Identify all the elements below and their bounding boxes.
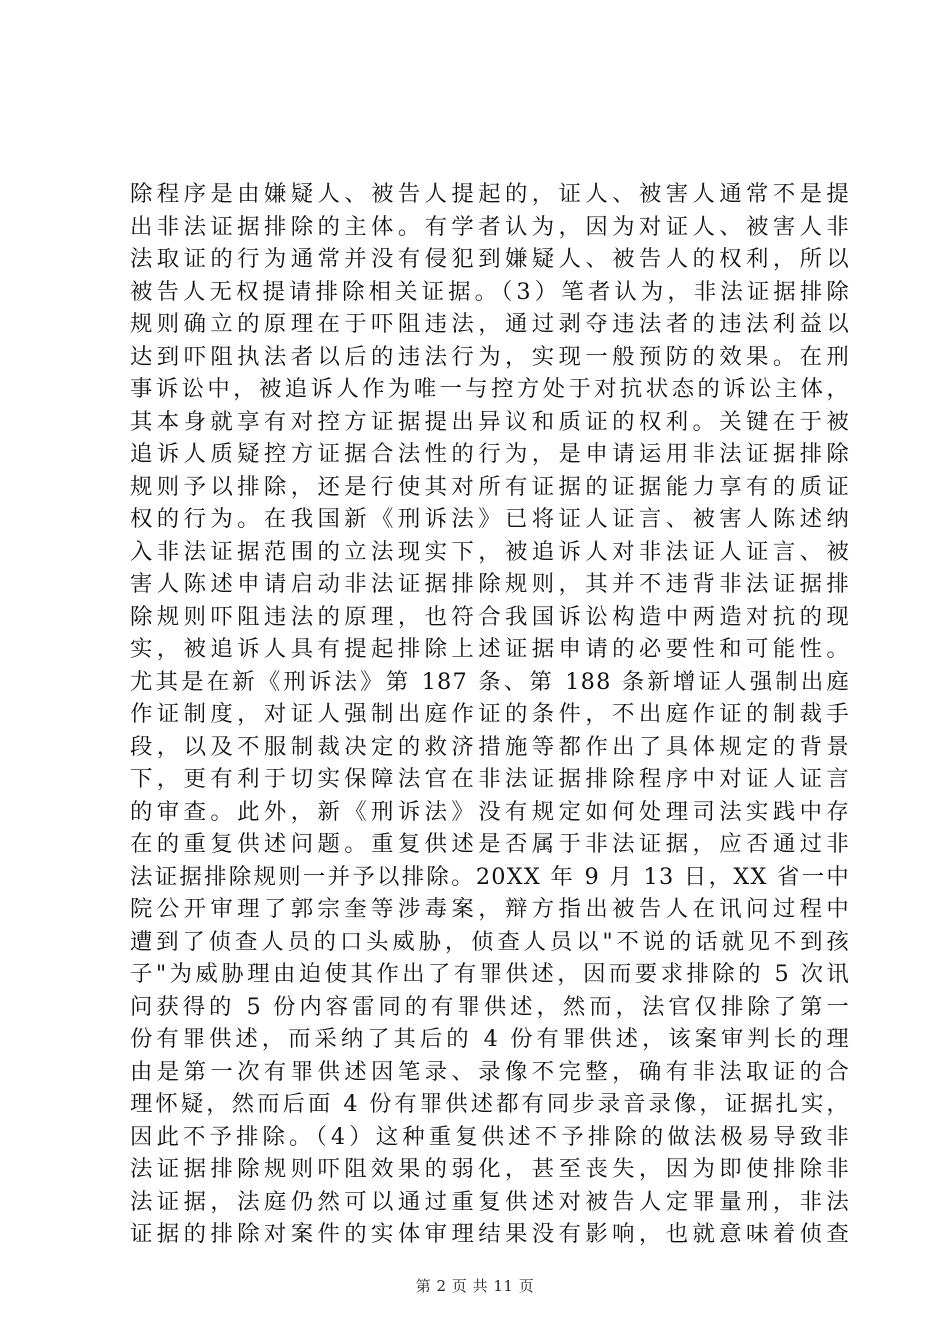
text-line: 问获得的 5 份内容雷同的有罪供述，然而，法官仅排除了第一 xyxy=(130,993,850,1020)
text-line: 规则予以排除，还是行使其对所有证据的证据能力享有的质证 xyxy=(130,473,850,500)
text-line: 追诉人质疑控方证据合法性的行为，是申请运用非法证据排除 xyxy=(130,441,850,467)
text-line: 段，以及不服制裁决定的救济措施等都作出了具体规定的背景 xyxy=(130,733,850,760)
text-line: 被告人无权提请排除相关证据。（3）笔者认为，非法证据排除 xyxy=(130,278,850,305)
text-line: 权的行为。在我国新《刑诉法》已将证人证言、被害人陈述纳 xyxy=(130,506,850,532)
text-line: 法取证的行为通常并没有侵犯到嫌疑人、被告人的权利，所以 xyxy=(130,246,850,272)
text-line: 其本身就享有对控方证据提出异议和质证的权利。关键在于被 xyxy=(130,408,850,435)
text-line: 法证据排除规则一并予以排除。20XX 年 9 月 13 日，XX 省一中 xyxy=(130,863,850,890)
text-line: 出非法证据排除的主体。有学者认为，因为对证人、被害人非 xyxy=(130,213,850,240)
text-line: 法证据排除规则吓阻效果的弱化，甚至丧失，因为即使排除非 xyxy=(130,1156,850,1182)
text-line: 遭到了侦查人员的口头威胁，侦查人员以"不说的话就见不到孩 xyxy=(130,928,850,955)
text-line: 除程序是由嫌疑人、被告人提起的，证人、被害人通常不是提 xyxy=(130,181,850,207)
page-number-footer: 第 2 页 共 11 页 xyxy=(415,1277,535,1295)
text-line: 规则确立的原理在于吓阻违法，通过剥夺违法者的违法利益以 xyxy=(130,311,850,337)
body-text xyxy=(130,178,850,1251)
text-line: 尤其是在新《刑诉法》第 187 条、第 188 条新增证人强制出庭 xyxy=(130,668,850,695)
text-line: 子"为威胁理由迫使其作出了有罪供述，因而要求排除的 5 次讯 xyxy=(130,961,850,987)
text-line: 的审查。此外，新《刑诉法》没有规定如何处理司法实践中存 xyxy=(130,798,850,825)
text-line: 份有罪供述，而采纳了其后的 4 份有罪供述，该案审判长的理 xyxy=(130,1026,850,1052)
text-line: 证据的排除对案件的实体审理结果没有影响，也就意味着侦查 xyxy=(130,1221,850,1247)
text-line: 入非法证据范围的立法现实下，被追诉人对非法证人证言、被 xyxy=(130,538,850,565)
text-line: 事诉讼中，被追诉人作为唯一与控方处于对抗状态的诉讼主体， xyxy=(130,376,850,402)
text-line: 实，被追诉人具有提起排除上述证据申请的必要性和可能性。 xyxy=(130,636,850,662)
text-line: 理怀疑，然而后面 4 份有罪供述都有同步录音录像，证据扎实， xyxy=(130,1091,850,1117)
text-line: 作证制度，对证人强制出庭作证的条件，不出庭作证的制裁手 xyxy=(130,701,850,727)
text-line: 下，更有利于切实保障法官在非法证据排除程序中对证人证言 xyxy=(130,766,850,792)
text-line: 由是第一次有罪供述因笔录、录像不完整，确有非法取证的合 xyxy=(130,1058,850,1085)
text-line: 达到吓阻执法者以后的违法行为，实现一般预防的效果。在刑 xyxy=(130,343,850,370)
text-line: 在的重复供述问题。重复供述是否属于非法证据，应否通过非 xyxy=(130,831,850,857)
text-line: 害人陈述申请启动非法证据排除规则，其并不违背非法证据排 xyxy=(130,571,850,597)
text-line: 除规则吓阻违法的原理，也符合我国诉讼构造中两造对抗的现 xyxy=(130,603,850,630)
text-line: 院公开审理了郭宗奎等涉毒案，辩方指出被告人在讯问过程中 xyxy=(130,896,850,922)
text-line: 法证据，法庭仍然可以通过重复供述对被告人定罪量刑，非法 xyxy=(130,1188,850,1215)
text-line: 因此不予排除。（4）这种重复供述不予排除的做法极易导致非 xyxy=(130,1123,850,1150)
